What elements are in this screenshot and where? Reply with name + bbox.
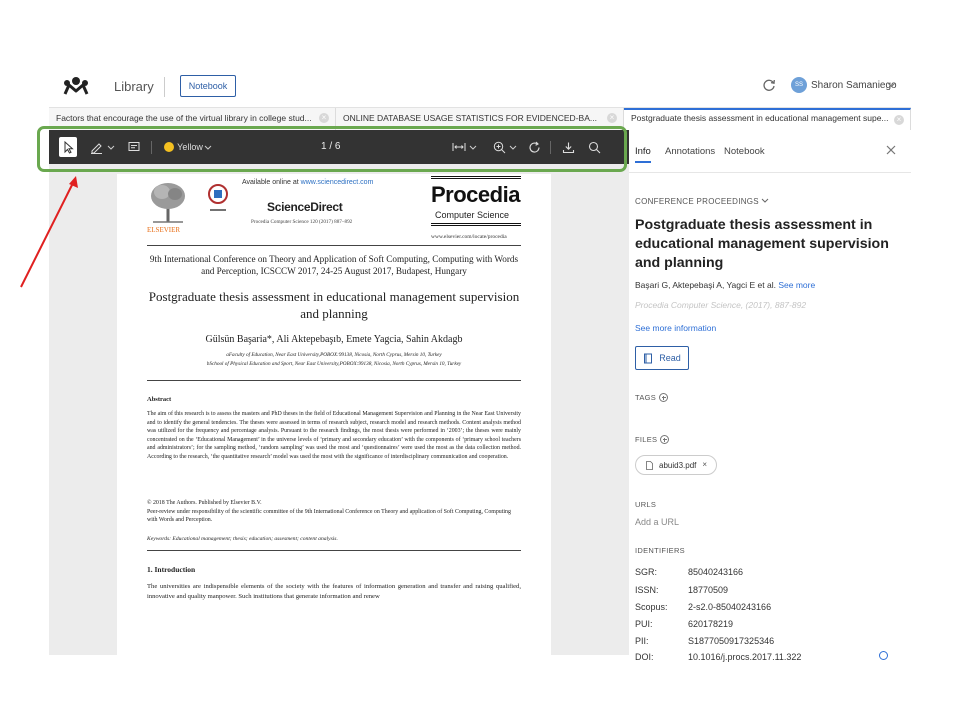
pdf-viewer[interactable]	[49, 164, 629, 655]
sciencedirect-url-link[interactable]: www.sciencedirect.com	[300, 179, 374, 186]
urls-label: URLS	[635, 500, 657, 509]
tab-label: Postgraduate thesis assessment in educational management supe...	[631, 113, 889, 123]
library-nav-label[interactable]: Library	[114, 79, 154, 94]
keywords: Keywords: Educational management; thesis; education; assesment; content analysis.	[147, 536, 338, 542]
tags-section	[635, 393, 668, 402]
identifier-value: 10.1016/j.procs.2017.11.322	[688, 652, 802, 662]
document-title[interactable]: Postgraduate thesis assessment in educational management supervision and planning	[635, 217, 889, 271]
book-icon	[643, 353, 653, 364]
abstract-rule	[147, 380, 521, 381]
copyright-block	[147, 499, 521, 525]
identifier-value: 620178219	[688, 619, 734, 629]
identifier-key: Scopus:	[635, 602, 668, 612]
close-icon[interactable]: ×	[319, 113, 329, 123]
paper-authors: Gülsün Başaria*, Ali Aktepebaşıb, Emete Yagcia, Sahin Akdagb	[205, 334, 463, 345]
highlight-color-label: Yellow	[177, 142, 203, 152]
copyright-text: © 2018 The Authors. Published by Elsevier B.V.	[147, 500, 262, 506]
add-file-icon[interactable]	[660, 435, 669, 444]
scroll-indicator-icon[interactable]	[879, 651, 888, 660]
keywords-rule	[147, 550, 521, 551]
close-icon[interactable]: ×	[607, 113, 617, 123]
crossmark-icon[interactable]	[207, 184, 229, 216]
file-chip[interactable]	[635, 455, 717, 475]
file-name: abuid3.pdf	[659, 460, 697, 470]
journal-reference: Procedia Computer Science 120 (2017) 887–892	[251, 219, 353, 225]
tab-label: ONLINE DATABASE USAGE STATISTICS FOR EVIDENCED-BA...	[343, 113, 597, 123]
elsevier-logo-icon	[147, 180, 189, 225]
identifiers-label: IDENTIFIERS	[635, 546, 685, 555]
source-line: Procedia Computer Science, (2017), 887-892	[635, 300, 807, 310]
mendeley-logo-icon[interactable]	[63, 75, 89, 97]
abstract-text: The aim of this research is to assess the masters and PhD theses in the field of Educational Management Supervision and Planning in the Near East University and to identify the general tendencies. The theses were assessed in terms of research subject, research model and research methods. Content analysis method was utilized for the frequency and percentage analysis. Pursuant to the research findings, the most thesis were performed in ‘2003’; the theses were mainly concentrated on the ‘Educational Management’ in the universe levels of ‘primary and secondary education’ with the components of ‘primary school teachers and administrators’; for the sampling method, ‘random sampling’ was used the most and ‘questionnaires’ were used the most as the data collection method. According to the research, ‘the quantitative research’ model was used the most with the significance of interdisciplinary communication and cooperation.	[147, 411, 521, 460]
procedia-subtitle: Computer Science	[435, 210, 510, 220]
see-more-authors-link[interactable]: See more	[778, 280, 816, 290]
avatar[interactable]: SS	[791, 77, 807, 93]
header-rule	[147, 245, 521, 246]
pdf-page[interactable]	[117, 174, 551, 674]
page-indicator[interactable]: 1 / 6	[321, 141, 341, 152]
files-section	[635, 435, 669, 444]
identifier-key: PII:	[635, 636, 649, 646]
introduction-text: The universities are indispensible elements of the society with the features of information generation and transfer and raising qualified, innovative and quality manpower. Such institutions that generate information and renew	[147, 583, 521, 600]
identifier-value: 18770509	[688, 585, 729, 595]
identifier-value: 2-s2.0-85040243166	[688, 602, 772, 612]
conference-line: 9th International Conference on Theory and Application of Soft Computing, Computing with Words and Perception, ICSCCW 2017, 24-25 August 2017, Budapest, Hungary	[149, 254, 519, 276]
header-divider	[164, 77, 165, 97]
tab-annotations[interactable]: Annotations	[665, 146, 716, 157]
chevron-down-icon	[761, 196, 769, 204]
affiliation-a: aFaculty of Education, Near East University,POBOX:99138, Nicosia, North Cyprus, Mersin 10, Turkey	[226, 352, 442, 358]
toolbar-highlight-box	[37, 126, 627, 172]
urls-section	[635, 500, 656, 509]
procedia-url: www.elsevier.com/locate/procedia	[431, 234, 507, 240]
authors-line	[635, 280, 815, 290]
identifier-key: SGR:	[635, 567, 658, 577]
top-header	[49, 66, 911, 108]
identifier-key: ISSN:	[635, 585, 659, 595]
abstract-heading: Abstract	[147, 396, 172, 403]
elsevier-wordmark: ELSEVIER	[147, 226, 181, 234]
files-label: FILES	[635, 435, 658, 444]
authors-text: Başari G, Aktepebaşi A, Yagci E et al.	[635, 280, 776, 290]
tags-label: TAGS	[635, 393, 657, 402]
peer-review-text: Peer-review under responsibility of the scientific committee of the 9th International Conference on Theory and application of Soft Computing, Computing with Words and Perception.	[147, 508, 511, 524]
identifiers-section	[635, 546, 685, 555]
notebook-button[interactable]: Notebook	[180, 75, 236, 97]
document-type-label: CONFERENCE PROCEEDINGS	[635, 197, 759, 206]
tab-label: Factors that encourage the use of the virtual library in college stud...	[56, 113, 312, 123]
identifier-key: PUI:	[635, 619, 653, 629]
affiliation-b: bSchool of Physical Education and Sport, Near East University,POBOX:99138, Nicosia, North Cyprus, Mersin 10, Turkey	[206, 361, 462, 367]
procedia-rule-bottom	[431, 223, 521, 226]
details-panel	[629, 130, 911, 662]
read-button[interactable]	[635, 346, 689, 370]
see-more-information-link[interactable]: See more information	[635, 323, 717, 333]
tab-info[interactable]: Info	[635, 146, 651, 157]
available-online-line	[242, 179, 373, 186]
user-name[interactable]: Sharon Samaniego	[811, 80, 897, 91]
chevron-down-icon[interactable]	[887, 80, 896, 89]
read-button-label: Read	[659, 353, 681, 363]
available-online-text: Available online at	[242, 179, 299, 186]
close-icon[interactable]: ×	[894, 115, 904, 125]
procedia-name: Procedia	[431, 182, 520, 207]
sciencedirect-title: ScienceDirect	[267, 200, 343, 214]
identifier-value: S1877050917325346	[688, 636, 775, 646]
add-url-input[interactable]: Add a URL	[635, 517, 680, 527]
procedia-rule-top	[431, 176, 521, 179]
remove-file-icon[interactable]: ×	[702, 460, 707, 469]
tab-document-3[interactable]	[624, 108, 911, 130]
paper-title: Postgraduate thesis assessment in educational management supervision and planning	[148, 289, 520, 321]
identifier-key: DOI:	[635, 652, 654, 662]
identifier-value: 85040243166	[688, 567, 744, 577]
procedia-logo	[431, 176, 521, 230]
panel-tabs	[629, 130, 911, 173]
file-icon	[646, 461, 653, 470]
add-tag-icon[interactable]	[659, 393, 668, 402]
sync-icon[interactable]	[762, 78, 776, 92]
introduction-heading: 1. Introduction	[147, 565, 196, 574]
affiliations	[147, 351, 521, 369]
tab-notebook[interactable]: Notebook	[724, 146, 765, 157]
close-icon[interactable]	[885, 144, 897, 156]
document-type-select[interactable]	[635, 196, 769, 206]
